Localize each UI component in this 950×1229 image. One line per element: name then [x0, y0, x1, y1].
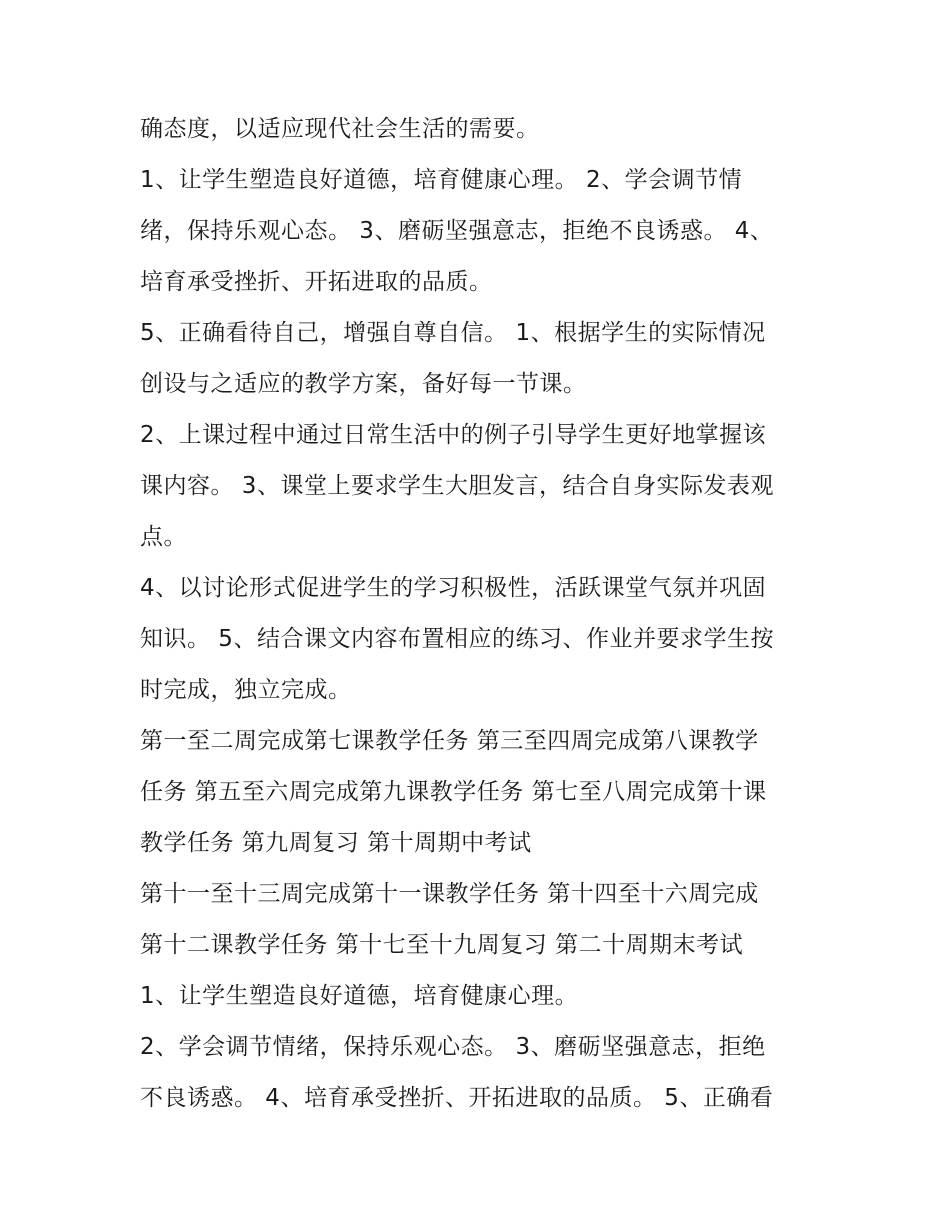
text-line: 第一至二周完成第七课教学任务 第三至四周完成第八课教学	[140, 728, 759, 754]
text-line: 时完成，独立完成。	[140, 677, 352, 703]
text-line: 不良诱惑。 4、培育承受挫折、开拓进取的品质。 5、正确看	[140, 1085, 774, 1111]
text-line: 确态度，以适应现代社会生活的需要。	[140, 116, 540, 142]
text-line: 第十一至十三周完成第十一课教学任务 第十四至十六周完成	[140, 881, 759, 907]
text-line: 任务 第五至六周完成第九课教学任务 第七至八周完成第十课	[140, 779, 767, 805]
text-line: 第十二课教学任务 第十七至十九周复习 第二十周期末考试	[140, 932, 744, 958]
text-line: 课内容。 3、课堂上要求学生大胆发言，结合自身实际发表观	[140, 473, 774, 499]
text-line: 2、上课过程中通过日常生活中的例子引导学生更好地掌握该	[140, 422, 767, 448]
text-line: 5、正确看待自己，增强自尊自信。 1、根据学生的实际情况	[140, 320, 766, 346]
text-line: 点。	[140, 524, 187, 550]
text-line: 创设与之适应的教学方案，备好每一节课。	[140, 371, 587, 397]
text-line: 绪，保持乐观心态。 3、磨砺坚强意志，拒绝不良诱惑。 4、	[140, 218, 774, 244]
text-line: 2、学会调节情绪，保持乐观心态。 3、磨砺坚强意志，拒绝	[140, 1034, 766, 1060]
text-line: 知识。 5、结合课文内容布置相应的练习、作业并要求学生按	[140, 626, 774, 652]
text-line: 教学任务 第九周复习 第十周期中考试	[140, 830, 532, 856]
text-line: 培育承受挫折、开拓进取的品质。	[140, 269, 493, 295]
text-line: 1、让学生塑造良好道德，培育健康心理。	[140, 983, 579, 1009]
text-line: 1、让学生塑造良好道德，培育健康心理。 2、学会调节情	[140, 167, 743, 193]
body-text	[140, 104, 820, 1124]
text-line: 4、以讨论形式促进学生的学习积极性，活跃课堂气氛并巩固	[140, 575, 767, 601]
